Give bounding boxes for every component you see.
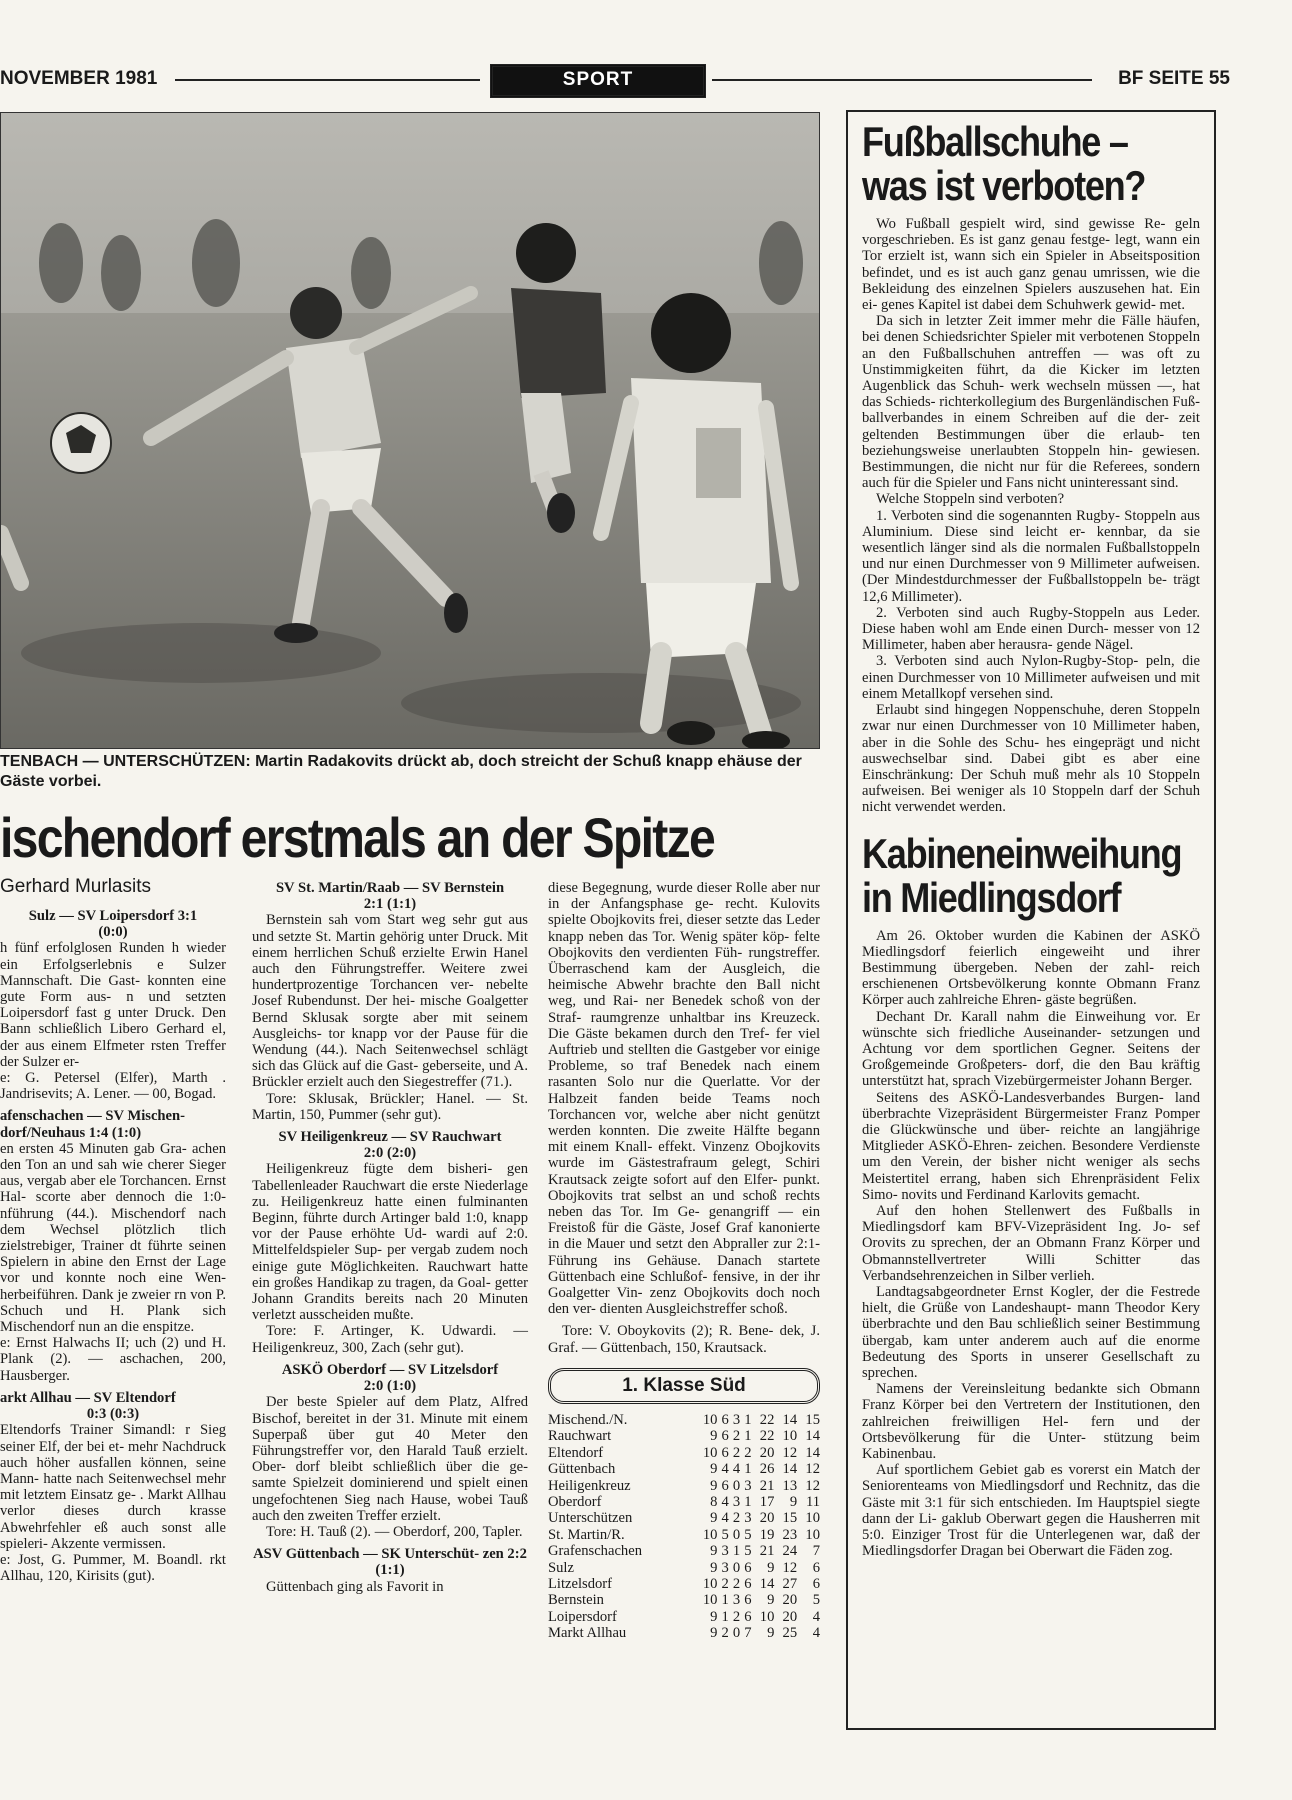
stat-cell: 2 — [732, 1575, 741, 1592]
stat-cell: 20 — [759, 1510, 775, 1527]
stat-cell: 10 — [702, 1526, 718, 1543]
stat-cell: 5 — [721, 1526, 729, 1543]
stat-cell: 14 — [805, 1444, 820, 1461]
stat-cell: 12 — [782, 1559, 798, 1576]
stat-cell: 10 — [805, 1510, 820, 1527]
stat-cell: 22 — [759, 1411, 775, 1428]
sidebar-article-1 — [862, 216, 1200, 816]
stat-cell: 0 — [732, 1625, 741, 1642]
stat-cell: 6 — [744, 1608, 752, 1625]
stat-cell: 6 — [812, 1559, 820, 1576]
stat-cell: 3 — [721, 1559, 729, 1576]
article-paragraph: Der beste Spieler auf dem Platz, Alfred Bischof, bereitet in der 31. Minute mit einem Superpaß über gut 40 Meter den Führungstreffer vor, den Harald Tauß erzielt. Ober- dorf bleibt schließlich über die ge- samte Spielzeit dominierend und spielt einen ungefochtenen Sieg nach Hause, wobei Tauß auch den zweiten Treffer erzielt. — [252, 1394, 528, 1524]
stat-cell: 6 — [721, 1477, 729, 1494]
stat-cell: 10 — [702, 1411, 718, 1428]
stat-cell: 9 — [710, 1543, 718, 1560]
match-heading: 2:1 (1:1) — [363, 896, 417, 913]
stat-cell: 2 — [732, 1428, 741, 1445]
stat-cell: 0 — [732, 1477, 741, 1494]
sidebar-title-1: Fußballschuhe – was ist verboten? — [862, 118, 1146, 209]
team-name: Unterschützen — [548, 1510, 633, 1527]
football-scene-illustration — [1, 113, 819, 748]
stat-cell: 2 — [744, 1444, 752, 1461]
match-heading: 2:0 (2:0) — [363, 1145, 417, 1162]
standings-row — [548, 1445, 820, 1461]
issue-date: NOVEMBER 1981 — [0, 68, 158, 89]
stat-cell: 15 — [805, 1411, 820, 1428]
section-label: SPORT — [490, 64, 706, 98]
page-number: BF SEITE 55 — [1118, 68, 1230, 89]
article-column-2 — [252, 880, 528, 1595]
team-name: St. Martin/R. — [548, 1526, 625, 1543]
stat-cell: 12 — [805, 1461, 820, 1478]
stat-cell: 10 — [702, 1575, 718, 1592]
article-paragraph: Tore: F. Artinger, K. Udwardi. — Heiligenkreuz, 300, Zach (sehr gut). — [252, 1323, 528, 1356]
article-paragraph: e: G. Petersel (Elfer), Marth . Jandrisevits; A. Lener. — 00, Bogad. — [0, 1070, 226, 1103]
stat-cell: 21 — [759, 1543, 775, 1560]
article-paragraph: Güttenbach ging als Favorit in — [266, 1578, 444, 1595]
article-paragraph: Tore: V. Oboykovits (2); R. Bene- dek, J. Graf. — Güttenbach, 150, Krautsack. — [548, 1323, 820, 1356]
stat-cell: 4 — [732, 1461, 741, 1478]
stat-cell: 10 — [759, 1608, 775, 1625]
stat-cell: 9 — [767, 1592, 775, 1609]
stat-cell: 8 — [710, 1493, 718, 1510]
match-heading: SV Heiligenkreuz — SV Rauchwart — [278, 1129, 502, 1146]
match-heading: ASKÖ Oberdorf — SV Litzelsdorf — [281, 1361, 499, 1378]
stat-cell: 0 — [732, 1526, 741, 1543]
team-name: Grafenschachen — [548, 1543, 642, 1560]
team-name: Mischend./N. — [548, 1411, 628, 1428]
sidebar-paragraph: 3. Verboten sind auch Nylon-Rugby-Stop- peln, die einen Durchmesser von 10 Millimeter aufweisen und mit einem Metallkopf versehen sind. — [862, 653, 1200, 702]
stat-cell: 19 — [759, 1526, 775, 1543]
stat-cell: 9 — [767, 1559, 775, 1576]
sidebar-paragraph: Da sich in letzter Zeit immer mehr die Fälle häufen, bei denen Schiedsrichter Spieler mit verbotenen Stoppeln an den Fußballschuhen antreffen — was oft zu Unstimmigkeiten führt, da die Kicker im letzten Augenblick das Schuh- werk wechseln müssen —, hat das Schieds- richterkollegium des Burgenländischen Fuß- ballverbandes in einem Schreiben auf die der- zeit geltenden Bestimmungen über die erlaub- ten beziehungsweise unerlaubten Stoppeln hin- gewiesen. Bestimmungen, die nicht nur für die Referees, sondern auch für die Spieler und Fans nicht uninteressant sind. — [862, 313, 1200, 492]
stat-cell: 1 — [744, 1428, 752, 1445]
article-paragraph: Tore: Sklusak, Brückler; Hanel. — St. Martin, 150, Pummer (sehr gut). — [252, 1090, 528, 1123]
match-heading: ASV Güttenbach — SK Unterschüt- zen 2:2 (1:1) — [253, 1546, 527, 1579]
stat-cell: 10 — [782, 1428, 798, 1445]
photo-caption: TENBACH — UNTERSCHÜTZEN: Martin Radakovits drückt ab, doch streicht der Schuß knapp ehäuse der Gäste vorbei. — [0, 753, 802, 790]
stat-cell: 10 — [702, 1592, 718, 1609]
stat-cell: 9 — [710, 1559, 718, 1576]
byline: Gerhard Murlasits — [0, 876, 151, 897]
sidebar-article-2 — [862, 928, 1200, 1560]
stat-cell: 11 — [805, 1493, 820, 1510]
sidebar-paragraph: Wo Fußball gespielt wird, sind gewisse Re- geln vorgeschrieben. Es ist ganz genau festge- legt, wann ein Tor erzielt ist, wann sich ein Spieler in Abseitsposition befindet, und es ist auch ganz genau umrissen, wie die Bekleidung des einzelnen Spielers auszusehen hat. Ein ei- genes Kapitel ist dabei dem Schuhwerk gewid- met. — [862, 216, 1200, 314]
stat-cell: 23 — [782, 1526, 798, 1543]
sidebar-box — [846, 110, 1216, 1730]
stat-cell: 4 — [721, 1493, 729, 1510]
stat-cell: 6 — [721, 1411, 729, 1428]
standings-row — [548, 1560, 820, 1576]
stat-cell: 15 — [782, 1510, 798, 1527]
team-name: Loipersdorf — [548, 1608, 617, 1625]
stat-cell: 9 — [710, 1510, 718, 1527]
match-heading: SV St. Martin/Raab — SV Bernstein — [275, 880, 505, 896]
team-name: Litzelsdorf — [548, 1575, 613, 1592]
article-paragraph: diese Begegnung, wurde dieser Rolle aber nur in der Anfangsphase ge- recht. Kulovits spielte Obojkovits frei, dieser setzte das Leder knapp neben das Tor. Wenig später köp- felte Obojkovits den verdienten Füh- rungstreffer. Überraschend kam der Ausgleich, die heimische Abwehr brachte den Ball nicht weg, und Rai- ner Benedek schoß von der Straf- raumgrenze unhaltbar ins Kreuzeck. Die Gäste bekamen durch den Tref- fer viel Auftrieb und stellten die Gastgeber vor einige Probleme, so traf Benedek nach einem rasanten Solo nur die Querlatte. Vor der Halbzeit fanden beide Teams noch Torchancen vor, welche aber nicht genützt werden konnten. Die zweite Hälfte begann mit einem Knall- effekt. Vinzenz Obojkovits wurde im Gästestrafraum gelegt, Schiri Krautsack zeigte sofort auf den Elfer- punkt. Obojkovits trat selbst an und schoß rechts neben das Tor. Im Ge- genangriff — ein Freistoß für die Gäste, Josef Graf kanonierte in die Mauer und setzt den Abpraller zur 2:1-Führung ins Gehäuse. Danach startete Güttenbach eine Schlußof- fensive, in der ihr Goalgetter Vin- zenz Obojkovits doch noch den ver- dienten Ausgleichstreffer schoß. — [548, 880, 820, 1318]
article-paragraph: h fünf erfolglosen Runden h wieder ein Erfolgserlebnis e Sulzer Mannschaft. Die Gast- konnten eine gute Form aus- n und setzten Loipersdorf fast g unter Druck. Den Bann schließlich Libero Gerhard el, der aus einem Elfmeter rsten Treffer der Sulzer er- — [0, 940, 226, 1070]
stat-cell: 5 — [744, 1526, 752, 1543]
article-column-3 — [548, 880, 820, 1642]
match-heading: 2:0 (1:0) — [363, 1378, 417, 1395]
stat-cell: 14 — [805, 1428, 820, 1445]
stat-cell: 5 — [744, 1543, 752, 1560]
standings-row — [548, 1543, 820, 1559]
stat-cell: 3 — [732, 1592, 741, 1609]
stat-cell: 25 — [782, 1625, 798, 1642]
standings-row — [548, 1625, 820, 1641]
standings-row — [548, 1428, 820, 1444]
stat-cell: 24 — [782, 1543, 798, 1560]
stat-cell: 1 — [721, 1592, 729, 1609]
stat-cell: 7 — [812, 1543, 820, 1560]
article-paragraph: Bernstein sah vom Start weg sehr gut aus und setzte St. Martin gehörig unter Druck. Mit einem herrlichen Schuß erzielte Erwin Hanel auch den Führungstreffer. Weitere zwei hundertprozentige Torchancen ver- nebelte Josef Rubendunst. Der hei- mische Goalgetter Bernd Sklusak sorgte aber mit seinem Ausgleichs- tor knapp vor der Pause für die Wendung (44.). Nach Seitenwechsel schlägt sich das Glück auf die Gast- geberseite, und A. Brückler erzielt auch den Siegestreffer (71.). — [252, 912, 528, 1091]
stat-cell: 17 — [759, 1493, 775, 1510]
stat-cell: 9 — [789, 1493, 798, 1510]
stat-cell: 14 — [782, 1461, 798, 1478]
stat-cell: 9 — [710, 1461, 718, 1478]
sidebar-paragraph: Auf den hohen Stellenwert des Fußballs in Miedlingsdorf kam BFV-Vizepräsident Ing. Jo- sef Orovits zu sprechen, der an Obmann Franz Körper und Obmannstellvertreter Willi Schitter das Verbandsehrenzeichen in Silber verlieh. — [862, 1202, 1200, 1284]
stat-cell: 1 — [721, 1608, 729, 1625]
team-name: Markt Allhau — [548, 1625, 627, 1642]
team-name: Oberdorf — [548, 1493, 602, 1510]
stat-cell: 4 — [721, 1510, 729, 1527]
stat-cell: 6 — [721, 1444, 729, 1461]
stat-cell: 1 — [744, 1411, 752, 1428]
stat-cell: 14 — [782, 1411, 798, 1428]
stat-cell: 21 — [759, 1477, 775, 1494]
page-header — [0, 64, 1230, 94]
stat-cell: 9 — [710, 1428, 718, 1445]
standings-row — [548, 1510, 820, 1526]
standings-row — [548, 1412, 820, 1428]
standings-title: 1. Klasse Süd — [548, 1368, 820, 1404]
stat-cell: 20 — [782, 1608, 798, 1625]
standings-row — [548, 1461, 820, 1477]
team-name: Güttenbach — [548, 1461, 616, 1478]
stat-cell: 26 — [759, 1461, 775, 1478]
match-heading: arkt Allhau — SV Eltendorf — [0, 1389, 176, 1406]
stat-cell: 22 — [759, 1428, 775, 1445]
stat-cell: 4 — [812, 1608, 820, 1625]
standings-table — [548, 1412, 820, 1642]
stat-cell: 3 — [732, 1493, 741, 1510]
stat-cell: 4 — [812, 1625, 820, 1642]
stat-cell: 3 — [732, 1411, 741, 1428]
article-paragraph: Heiligenkreuz fügte dem bisheri- gen Tabellenleader Rauchwart die erste Niederlage zu. Heiligenkreuz hatte einen fulminanten Beginn, führte durch Artinger bald 1:0, knapp vor der Pause erhöhte Ud- wardi auf 2:0. Mittelfeldspieler Sup- per vergab zudem noch einige gute Möglichkeiten. Rauchwart hatte ein großes Handikap zu tragen, da Goal- getter Johann Grandits bereits nach 20 Minuten verletzt ausscheiden mußte. — [252, 1161, 528, 1324]
sidebar-paragraph: Namens der Vereinsleitung bedankte sich Obmann Franz Körper bei den Vertretern der Institutionen, den zahlreichen freiwilligen Hel- fern und der Ortsbevölkerung für die Unter- stützung beim Kabinenbau. — [862, 1381, 1200, 1463]
standings-row — [548, 1478, 820, 1494]
stat-cell: 6 — [721, 1428, 729, 1445]
stat-cell: 13 — [782, 1477, 798, 1494]
stat-cell: 6 — [744, 1559, 752, 1576]
stat-cell: 4 — [721, 1461, 729, 1478]
stat-cell: 2 — [732, 1444, 741, 1461]
team-name: Eltendorf — [548, 1444, 604, 1461]
stat-cell: 12 — [782, 1444, 798, 1461]
sidebar-paragraph: 1. Verboten sind die sogenannten Rugby- Stoppeln aus Aluminium. Diese sind leicht er- kennbar, da sie wesentlich länger sind als die normalen Fußballstoppeln und nur einen Durchmesser von 9 Millimeter aufweisen. (Der Mindestdurchmesser der Fußballstoppeln be- trägt 12,6 Millimeter). — [862, 507, 1200, 605]
stat-cell: 9 — [710, 1625, 718, 1642]
stat-cell: 3 — [744, 1510, 752, 1527]
stat-cell: 2 — [732, 1510, 741, 1527]
stat-cell: 0 — [732, 1559, 741, 1576]
stat-cell: 1 — [744, 1493, 752, 1510]
standings-row — [548, 1494, 820, 1510]
match-heading: (0:0) — [98, 924, 128, 941]
stat-cell: 10 — [702, 1444, 718, 1461]
stat-cell: 9 — [710, 1608, 718, 1625]
sidebar-paragraph: Welche Stoppeln sind verboten? — [876, 491, 1065, 508]
standings-row — [548, 1527, 820, 1543]
stat-cell: 7 — [744, 1625, 752, 1642]
stat-cell: 27 — [782, 1575, 798, 1592]
article-paragraph: Tore: H. Tauß (2). — Oberdorf, 200, Tapler. — [266, 1523, 523, 1540]
stat-cell: 14 — [759, 1575, 775, 1592]
team-name: Sulz — [548, 1559, 574, 1576]
stat-cell: 2 — [721, 1575, 729, 1592]
stat-cell: 3 — [721, 1543, 729, 1560]
article-paragraph: en ersten 45 Minuten gab Gra- achen den Ton an und sah wie cherer Sieger aus, vergab aber ele Torchancen. Ernst Hal- scorte aber dennoch die 1:0- nführung (44.). Mischendorf nach dem Wechsel plötzlich tlich zielstrebiger, Trainer dt führte seinen Spielern in abine den Ernst der Lage vor und konnte noch eine Wen- herbeiführen. Dank je zweier rn von P. Schuch und H. Plank sich Mischendorf nun an die enspitze. — [0, 1140, 226, 1336]
sidebar-title-2: Kabineneinweihung in Miedlingsdorf — [862, 829, 1182, 921]
match-heading: afenschachen — SV Mischen- dorf/Neuhaus 1:4 (1:0) — [0, 1108, 185, 1141]
match-heading: Sulz — SV Loipersdorf 3:1 — [28, 908, 198, 924]
main-headline: ischendorf erstmals an der Spitze — [0, 806, 715, 869]
sidebar-paragraph: Auf sportlichem Gebiet gab es vorerst ein Match der Seniorenteams von Miedlingsdorf und Rechnitz, das die Gäste mit 3:1 für sich entschieden. Im Hauptspiel siegte dann der Li- gaklub Oberwart gegen die Hausherren mit 5:0. Einziger Trost für die Unterlegenen war, daß der Miedlingsdorfer Dragan bei Oberwart die Fäden zog. — [862, 1462, 1200, 1560]
article-paragraph: e: Ernst Halwachs II; uch (2) und H. Plank (2). — aschachen, 200, Hausberger. — [0, 1335, 226, 1384]
sidebar-paragraph: Seitens des ASKÖ-Landesverbandes Burgen- land überbrachte Vizepräsident Bürgermeister Franz Pomper die Glückwünsche und über- reichte an langjährige Mitglieder ASKÖ-Ehren- zeichen. Besondere Verdienste um den Verein, der bisher nicht weniger als sechs Meistertitel errang, haben sich Ehrenpräsident Felix Simo- novits und Ferdinand Karlovits gemacht. — [862, 1089, 1200, 1203]
match-heading: 0:3 (0:3) — [86, 1406, 140, 1423]
stat-cell: 5 — [812, 1592, 820, 1609]
standings-row — [548, 1592, 820, 1608]
sidebar-paragraph: 2. Verboten sind auch Rugby-Stoppeln aus Leder. Diese haben wohl am Ende einen Durch- messer von 12 Millimeter, haben aber herausra- gende Nägel. — [862, 604, 1200, 654]
standings-row — [548, 1609, 820, 1625]
article-paragraph: e: Jost, G. Pummer, M. Boandl. rkt Allhau, 120, Kirisits (gut). — [0, 1551, 226, 1585]
stat-cell: 2 — [732, 1608, 741, 1625]
header-rule-left — [175, 79, 480, 81]
stat-cell: 2 — [721, 1625, 729, 1642]
stat-cell: 6 — [812, 1575, 820, 1592]
stat-cell: 3 — [744, 1477, 752, 1494]
stat-cell: 9 — [767, 1625, 775, 1642]
stat-cell: 10 — [805, 1526, 820, 1543]
stat-cell: 6 — [744, 1575, 752, 1592]
team-name: Rauchwart — [548, 1428, 612, 1445]
match-photo — [0, 112, 820, 749]
standings-row — [548, 1576, 820, 1592]
sidebar-paragraph: Am 26. Oktober wurden die Kabinen der ASKÖ Miedlingsdorf feierlich eingeweiht und ihrer Bestimmung übergeben. Neben der zahl- reich erschienenen Ortsbevölkerung konnte Obmann Franz Körper auch zahlreiche Ehren- gäste begrüßen. — [862, 927, 1200, 1009]
sidebar-paragraph: Landtagsabgeordneter Ernst Kogler, der die Festrede hielt, die Grüße von Landeshaupt- mann Theodor Kery überbrachte und den Bau schließlich seiner Bestimmung übergab, kam unter anderem auch auf die enorme Bedeutung des Sports in unserer Gesellschaft zu sprechen. — [862, 1283, 1200, 1381]
sidebar-paragraph: Erlaubt sind hingegen Noppenschuhe, deren Stoppeln zwar nur einen Durchmesser von 10 Millimeter haben, aber in die Sohle des Schu- hes eingeprägt und nicht auswechselbar sind. Dabei gibt es aber eine Einschränkung: Der Schuh muß mehr als 10 Stoppeln aufweisen. Bei weniger als 10 Stoppeln darf der Schuh nicht verwendet werden. — [862, 702, 1200, 816]
stat-cell: 1 — [732, 1543, 741, 1560]
sidebar-paragraph: Dechant Dr. Karall nahm die Einweihung vor. Er wünschte sich friedliche Auseinander- setzungen und Achtung vor dem sportlichen Gegner. Seitens der Großgemeinde Großpeters- dorf, die den Bau kräftig unterstützt hat, sprach Vizebürgermeister Johann Berger. — [862, 1008, 1200, 1090]
stat-cell: 12 — [805, 1477, 820, 1494]
stat-cell: 9 — [710, 1477, 718, 1494]
stat-cell: 6 — [744, 1592, 752, 1609]
stat-cell: 20 — [759, 1444, 775, 1461]
team-name: Bernstein — [548, 1592, 604, 1609]
team-name: Heiligenkreuz — [548, 1477, 631, 1494]
header-rule-right — [712, 79, 1092, 81]
stat-cell: 20 — [782, 1592, 798, 1609]
article-column-1 — [0, 876, 226, 1584]
article-paragraph: Eltendorfs Trainer Simandl: r Sieg seiner Elf, der bei et- mehr Nachdruck auch höher ausfallen können, seine Mann- hatte nach Seitenwechsel mehr mit letztem Einsatz ge- . Markt Allhau verlor dieses durch krasse Abwehrfehler eß auch sonst alle spieleri- Akzente vermissen. — [0, 1422, 226, 1552]
stat-cell: 1 — [744, 1461, 752, 1478]
